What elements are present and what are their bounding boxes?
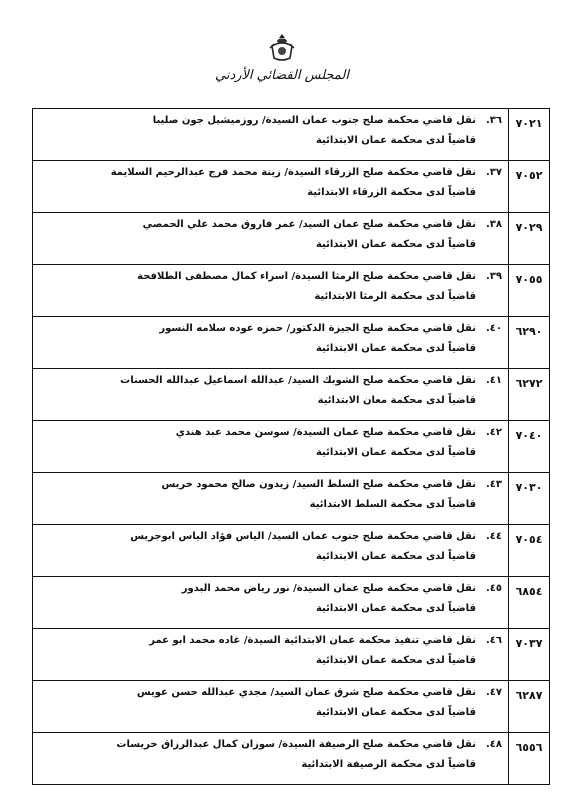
council-title: المجلس القضائي الأردني <box>214 68 349 83</box>
record-transfer-text: نقل قاضي محكمة صلح الشوبك السيد/ عبدالله اسماعيل عبدالله الحسنات <box>120 375 476 386</box>
record-line1 <box>39 271 502 282</box>
record-body <box>33 473 509 525</box>
record-body <box>33 681 509 733</box>
records-table <box>32 108 550 785</box>
record-body <box>33 421 509 473</box>
record-transfer-text: نقل قاضي محكمة صلح الزرقاء السيدة/ زينة محمد فرج عبدالرحيم السلايمة <box>110 167 476 178</box>
table-row <box>33 473 550 525</box>
record-body <box>33 317 509 369</box>
table-row <box>33 317 550 369</box>
emblem <box>266 32 298 64</box>
table-row <box>33 421 550 473</box>
record-code: ٧٠٢١ <box>509 109 550 161</box>
record-destination: قاضياً لدى محكمة عمان الابتدائية <box>315 603 476 614</box>
record-line1 <box>39 531 502 542</box>
record-destination: قاضياً لدى محكمة الرصيفة الابتدائية <box>301 759 476 770</box>
record-code: ٦٢٩٠ <box>509 317 550 369</box>
table-row <box>33 681 550 733</box>
record-transfer-text: نقل قاضي محكمة صلح عمان السيدة/ سوسن محمد عبد هندي <box>175 427 476 438</box>
record-body <box>33 369 509 421</box>
record-transfer-text: نقل قاضي محكمة صلح السلط السيد/ زيدون صالح محمود خريس <box>161 479 476 490</box>
jordan-crest-icon <box>266 32 298 64</box>
record-transfer-text: نقل قاضي محكمة صلح عمان السيدة/ نور رياض محمد البدور <box>181 583 476 594</box>
record-body <box>33 109 509 161</box>
record-destination: قاضياً لدى محكمة عمان الابتدائية <box>315 655 476 666</box>
record-line1 <box>39 427 502 438</box>
record-line1 <box>39 323 502 334</box>
record-destination: قاضياً لدى محكمة عمان الابتدائية <box>315 239 476 250</box>
record-code: ٧٠٤٠ <box>509 421 550 473</box>
record-transfer-text: نقل قاضي محكمة صلح جنوب عمان السيد/ الياس فؤاد الياس ابوجريس <box>130 531 476 542</box>
record-destination: قاضياً لدى محكمة السلط الابتدائية <box>309 499 476 510</box>
record-index: ٣٨. <box>485 219 502 230</box>
record-destination: قاضياً لدى محكمة عمان الابتدائية <box>315 447 476 458</box>
record-line1 <box>39 375 502 386</box>
record-code: ٦٢٨٧ <box>509 681 550 733</box>
record-code: ٦٢٧٢ <box>509 369 550 421</box>
record-destination: قاضياً لدى محكمة الرمثا الابتدائية <box>314 291 476 302</box>
record-body <box>33 265 509 317</box>
record-transfer-text: نقل قاضي محكمة صلح شرق عمان السيد/ مجدي عبدالله حسن عويس <box>136 687 476 698</box>
table-row <box>33 161 550 213</box>
record-destination: قاضياً لدى محكمة معان الابتدائية <box>317 395 476 406</box>
record-transfer-text: نقل قاضي محكمة صلح الرمثا السيدة/ اسراء كمال مصطفى الطلافحة <box>137 271 476 282</box>
record-code: ٦٥٥٦ <box>509 733 550 785</box>
record-line1 <box>39 167 502 178</box>
record-code: ٧٠٣٧ <box>509 629 550 681</box>
record-index: ٤٥. <box>485 583 502 594</box>
record-destination: قاضياً لدى محكمة الزرقاء الابتدائية <box>307 187 476 198</box>
record-line1 <box>39 479 502 490</box>
table-row <box>33 629 550 681</box>
record-line1 <box>39 219 502 230</box>
record-index: ٣٩. <box>485 271 502 282</box>
record-line1 <box>39 687 502 698</box>
table-row <box>33 213 550 265</box>
record-index: ٤٨. <box>485 739 502 750</box>
record-index: ٣٦. <box>485 115 502 126</box>
table-row <box>33 577 550 629</box>
record-destination: قاضياً لدى محكمة عمان الابتدائية <box>315 551 476 562</box>
record-body <box>33 733 509 785</box>
table-row <box>33 369 550 421</box>
record-destination: قاضياً لدى محكمة عمان الابتدائية <box>315 707 476 718</box>
record-destination: قاضياً لدى محكمة عمان الابتدائية <box>315 135 476 146</box>
record-code: ٧٠٥٢ <box>509 161 550 213</box>
record-index: ٤٣. <box>485 479 502 490</box>
record-code: ٧٠٥٥ <box>509 265 550 317</box>
record-line1 <box>39 115 502 126</box>
table-row <box>33 109 550 161</box>
record-code: ٦٨٥٤ <box>509 577 550 629</box>
record-body <box>33 629 509 681</box>
record-body <box>33 161 509 213</box>
table-row <box>33 525 550 577</box>
record-index: ٤٧. <box>485 687 502 698</box>
record-index: ٣٧. <box>485 167 502 178</box>
record-code: ٧٠٢٩ <box>509 213 550 265</box>
record-body <box>33 525 509 577</box>
record-index: ٤٢. <box>485 427 502 438</box>
record-index: ٤٦. <box>485 635 502 646</box>
record-code: ٧٠٥٤ <box>509 525 550 577</box>
record-line1 <box>39 739 502 750</box>
record-body <box>33 577 509 629</box>
record-line1 <box>39 635 502 646</box>
record-transfer-text: نقل قاضي محكمة صلح جنوب عمان السيدة/ روزميشيل جون صليبا <box>152 115 476 126</box>
record-index: ٤٠. <box>485 323 502 334</box>
record-transfer-text: نقل قاضي تنفيذ محكمة عمان الابتدائية السيدة/ غاده محمد ابو عمر <box>149 635 476 646</box>
record-code: ٧٠٣٠ <box>509 473 550 525</box>
record-transfer-text: نقل قاضي محكمة صلح عمان السيد/ عمر فاروق محمد علي الحمصي <box>142 219 476 230</box>
record-index: ٤١. <box>485 375 502 386</box>
record-body <box>33 213 509 265</box>
record-transfer-text: نقل قاضي محكمة صلح الرصيفة السيدة/ سوزان كمال عبدالرزاق خريسات <box>116 739 476 750</box>
record-index: ٤٤. <box>485 531 502 542</box>
record-line1 <box>39 583 502 594</box>
table-row <box>33 265 550 317</box>
record-transfer-text: نقل قاضي محكمة صلح الجيزة الدكتور/ حمزه عوده سلامه النسور <box>159 323 476 334</box>
record-destination: قاضياً لدى محكمة عمان الابتدائية <box>315 343 476 354</box>
table-row <box>33 733 550 785</box>
